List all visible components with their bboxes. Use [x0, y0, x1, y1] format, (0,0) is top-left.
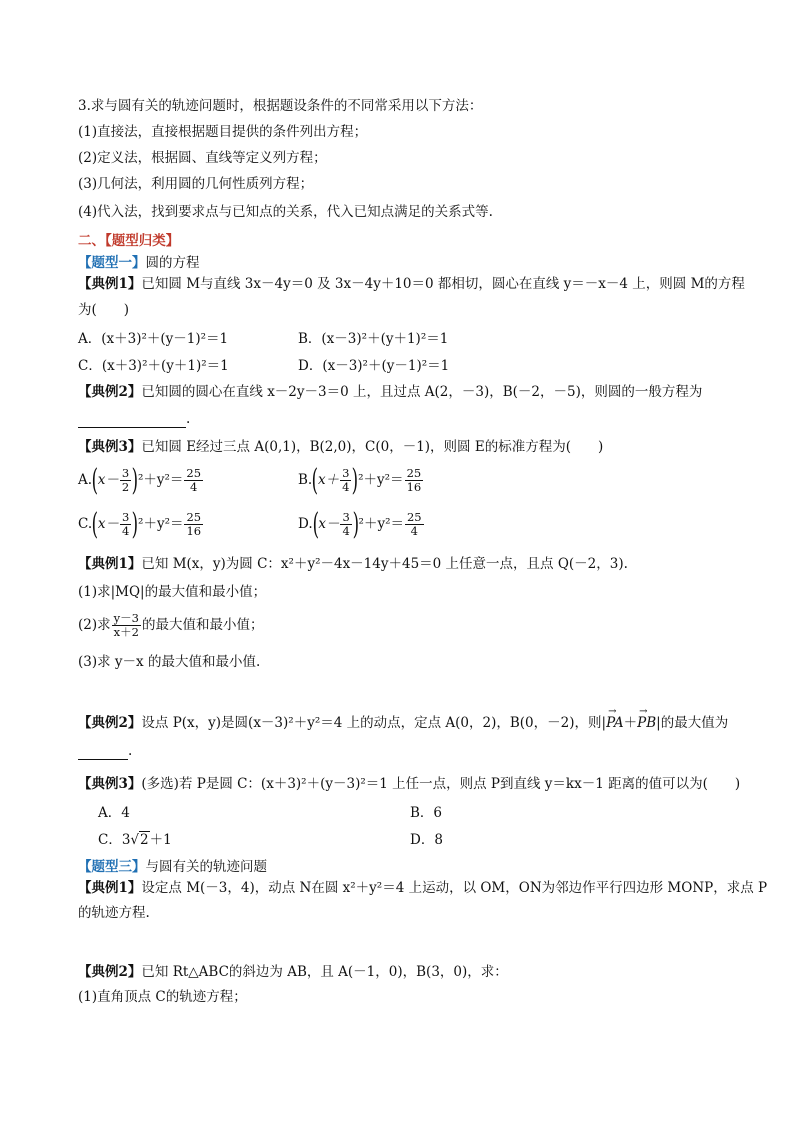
expr: ²＋y²＝: [358, 472, 404, 488]
period: .: [128, 743, 133, 759]
denominator: 4: [342, 524, 350, 538]
period: .: [186, 411, 191, 427]
example-2-3: [78, 775, 740, 793]
example-1-1-cont: 为( ): [78, 302, 130, 318]
denominator: 2: [121, 480, 130, 494]
method-2: (2)定义法，根据圆、直线等定义列方程；: [78, 150, 327, 166]
sub-question-1: (1)直角顶点 C的轨迹方程；: [78, 989, 247, 1005]
answer-blank: [78, 747, 128, 760]
method-4: (4)代入法，找到要求点与已知点的关系，代入已知点满足的关系式等.: [78, 204, 493, 220]
option-letter: C.: [78, 516, 93, 532]
example-tag: 【典例1】: [78, 880, 142, 896]
example-tag: 【典例3】: [78, 439, 142, 455]
example-text: 已知圆 E经过三点 A(0,1)，B(2,0)，C(0，－1)，则圆 E的标准方程为( ): [141, 439, 604, 455]
option-c-suffix: ＋1: [149, 832, 172, 848]
example-text: 已知圆的圆心在直线 x－2y－3＝0 上，且过点 A(2，－3)，B(－2，－5)，则圆的一般方程为: [141, 384, 703, 400]
denominator: 4: [121, 524, 130, 538]
sub-question-2: [78, 608, 263, 642]
denominator: 4: [410, 524, 418, 538]
denominator: x＋2: [113, 625, 139, 639]
topic-3-title: 与圆有关的轨迹问题: [145, 859, 267, 875]
example-text: 已知 Rt△ABC的斜边为 AB，且 A(－1，0)，B(3，0)，求：: [141, 964, 508, 980]
example-tag: 【典例3】: [78, 776, 142, 792]
example-tag: 【典例2】: [78, 384, 142, 400]
numerator: 3: [121, 466, 130, 480]
denominator: 16: [406, 480, 422, 494]
example-3-1: [78, 879, 767, 897]
sub-question-suffix: 的最大值和最小值；: [141, 617, 264, 633]
method-3: (3)几何法，利用圆的几何性质列方程；: [78, 176, 314, 192]
option-c-fraction: C.(x－ $\frac{3}{4}$ )²＋y²＝ $\frac{25}{16}$: [78, 506, 202, 542]
example-3-1-cont: 的轨迹方程.: [78, 905, 150, 921]
option-a: A．(x＋3)²＋(y－1)²＝1: [78, 331, 229, 347]
numerator: 25: [406, 510, 422, 524]
method-intro: 3.求与圆有关的轨迹问题时，根据题设条件的不同常采用以下方法：: [78, 98, 483, 114]
option-b: B．(x－3)²＋(y＋1)²＝1: [298, 331, 449, 347]
expr: x＋: [317, 472, 340, 488]
example-text: 已知圆 M与直线 3x－4y＝0 及 3x－4y＋10＝0 都相切，圆心在直线 y＝－x－4 上，则圆 M的方程: [141, 276, 745, 292]
sub-question-prefix: (2)求: [78, 617, 111, 633]
example-text: 已知 M(x，y)为圆 C：x²＋y²－4x－14y＋45＝0 上任意一点，且点 Q(－2，3).: [141, 556, 628, 572]
expr: ²＋y²＝: [138, 516, 184, 532]
example-tag: 【典例2】: [78, 715, 142, 731]
option-d-fraction: D.(x－ $\frac{3}{4}$ )²＋y²＝ $\frac{25}{4}$: [298, 506, 422, 542]
sub-question-1: (1)求|MQ|的最大值和最小值；: [78, 584, 267, 600]
numerator: 25: [186, 466, 202, 480]
option-a: A．4: [98, 805, 130, 821]
example-2-1: [78, 555, 628, 573]
option-a-fraction: A.(x－ $\frac{3}{2}$ )²＋y²＝ $\frac{25}{4}$: [78, 462, 202, 498]
example-text: 设定点 M(－3，4)，动点 N在圆 x²＋y²＝4 上运动，以 OM，ON为邻边作平行四边形 MONP，求点 P: [141, 880, 768, 896]
numerator: 3: [342, 510, 350, 524]
numerator: y－3: [113, 611, 139, 625]
answer-blank: [78, 415, 186, 428]
sub-question-3: (3)求 y－x 的最大值和最小值.: [78, 654, 261, 670]
topic-1-heading: [78, 254, 200, 272]
example-tag: 【典例1】: [78, 276, 142, 292]
option-c-prefix: C．3: [98, 832, 131, 848]
option-d: D．(x－3)²＋(y－1)²＝1: [298, 358, 450, 374]
topic-1-tag: 【题型一】: [78, 255, 146, 271]
answer-blank-line: [78, 410, 190, 428]
expr: x－: [318, 516, 340, 532]
topic-3-tag: 【题型三】: [78, 859, 146, 875]
example-text: 设点 P(x，y)是圆(x－3)²＋y²＝4 上的动点，定点 A(0，2)，B(0，－2)，则|: [141, 715, 607, 731]
radicand: 2: [140, 832, 149, 848]
numerator: 25: [406, 466, 422, 480]
example-tag: 【典例1】: [78, 556, 142, 572]
option-letter: A.: [78, 472, 93, 488]
topic-1-title: 圆的方程: [145, 255, 200, 271]
numerator: 25: [186, 510, 202, 524]
expr: x－: [97, 472, 119, 488]
example-text-end: |的最大值为: [656, 715, 729, 731]
numerator: 3: [342, 466, 350, 480]
denominator: 16: [186, 524, 202, 538]
expr: x－: [97, 516, 119, 532]
option-letter: D.: [298, 516, 313, 532]
example-3-2: [78, 963, 508, 981]
vector-pa: → PA: [606, 714, 624, 732]
example-1-2: [78, 383, 702, 401]
option-c: [98, 831, 172, 849]
expr: ²＋y²＝: [137, 472, 184, 488]
option-b: B．6: [410, 805, 443, 821]
denominator: 4: [342, 480, 350, 494]
option-letter: B.: [298, 472, 313, 488]
section-heading: 二、【题型归类】: [78, 233, 180, 249]
method-1: (1)直接法，直接根据题目提供的条件列出方程；: [78, 124, 368, 140]
option-d: D．8: [410, 832, 443, 848]
example-1-3: [78, 438, 603, 456]
option-c: C．(x＋3)²＋(y＋1)²＝1: [78, 358, 229, 374]
denominator: 4: [190, 480, 198, 494]
example-text: (多选)若 P是圆 C：(x＋3)²＋(y－3)²＝1 上任一点，则点 P到直线 y＝kx－1 距离的值可以为( ): [141, 776, 741, 792]
sqrt-symbol: √2: [130, 832, 149, 848]
example-2-2: [78, 714, 728, 732]
answer-blank-line: [78, 742, 132, 760]
topic-3-heading: [78, 858, 267, 876]
option-b-fraction: B.(x＋ $\frac{3}{4}$ )²＋y²＝ $\frac{25}{16}$: [298, 462, 422, 498]
numerator: 3: [121, 510, 130, 524]
example-tag: 【典例2】: [78, 964, 142, 980]
vector-pb: → PB: [637, 714, 656, 732]
plus: ＋: [623, 715, 638, 731]
example-1-1: [78, 275, 745, 293]
expr: ²＋y²＝: [358, 516, 404, 532]
